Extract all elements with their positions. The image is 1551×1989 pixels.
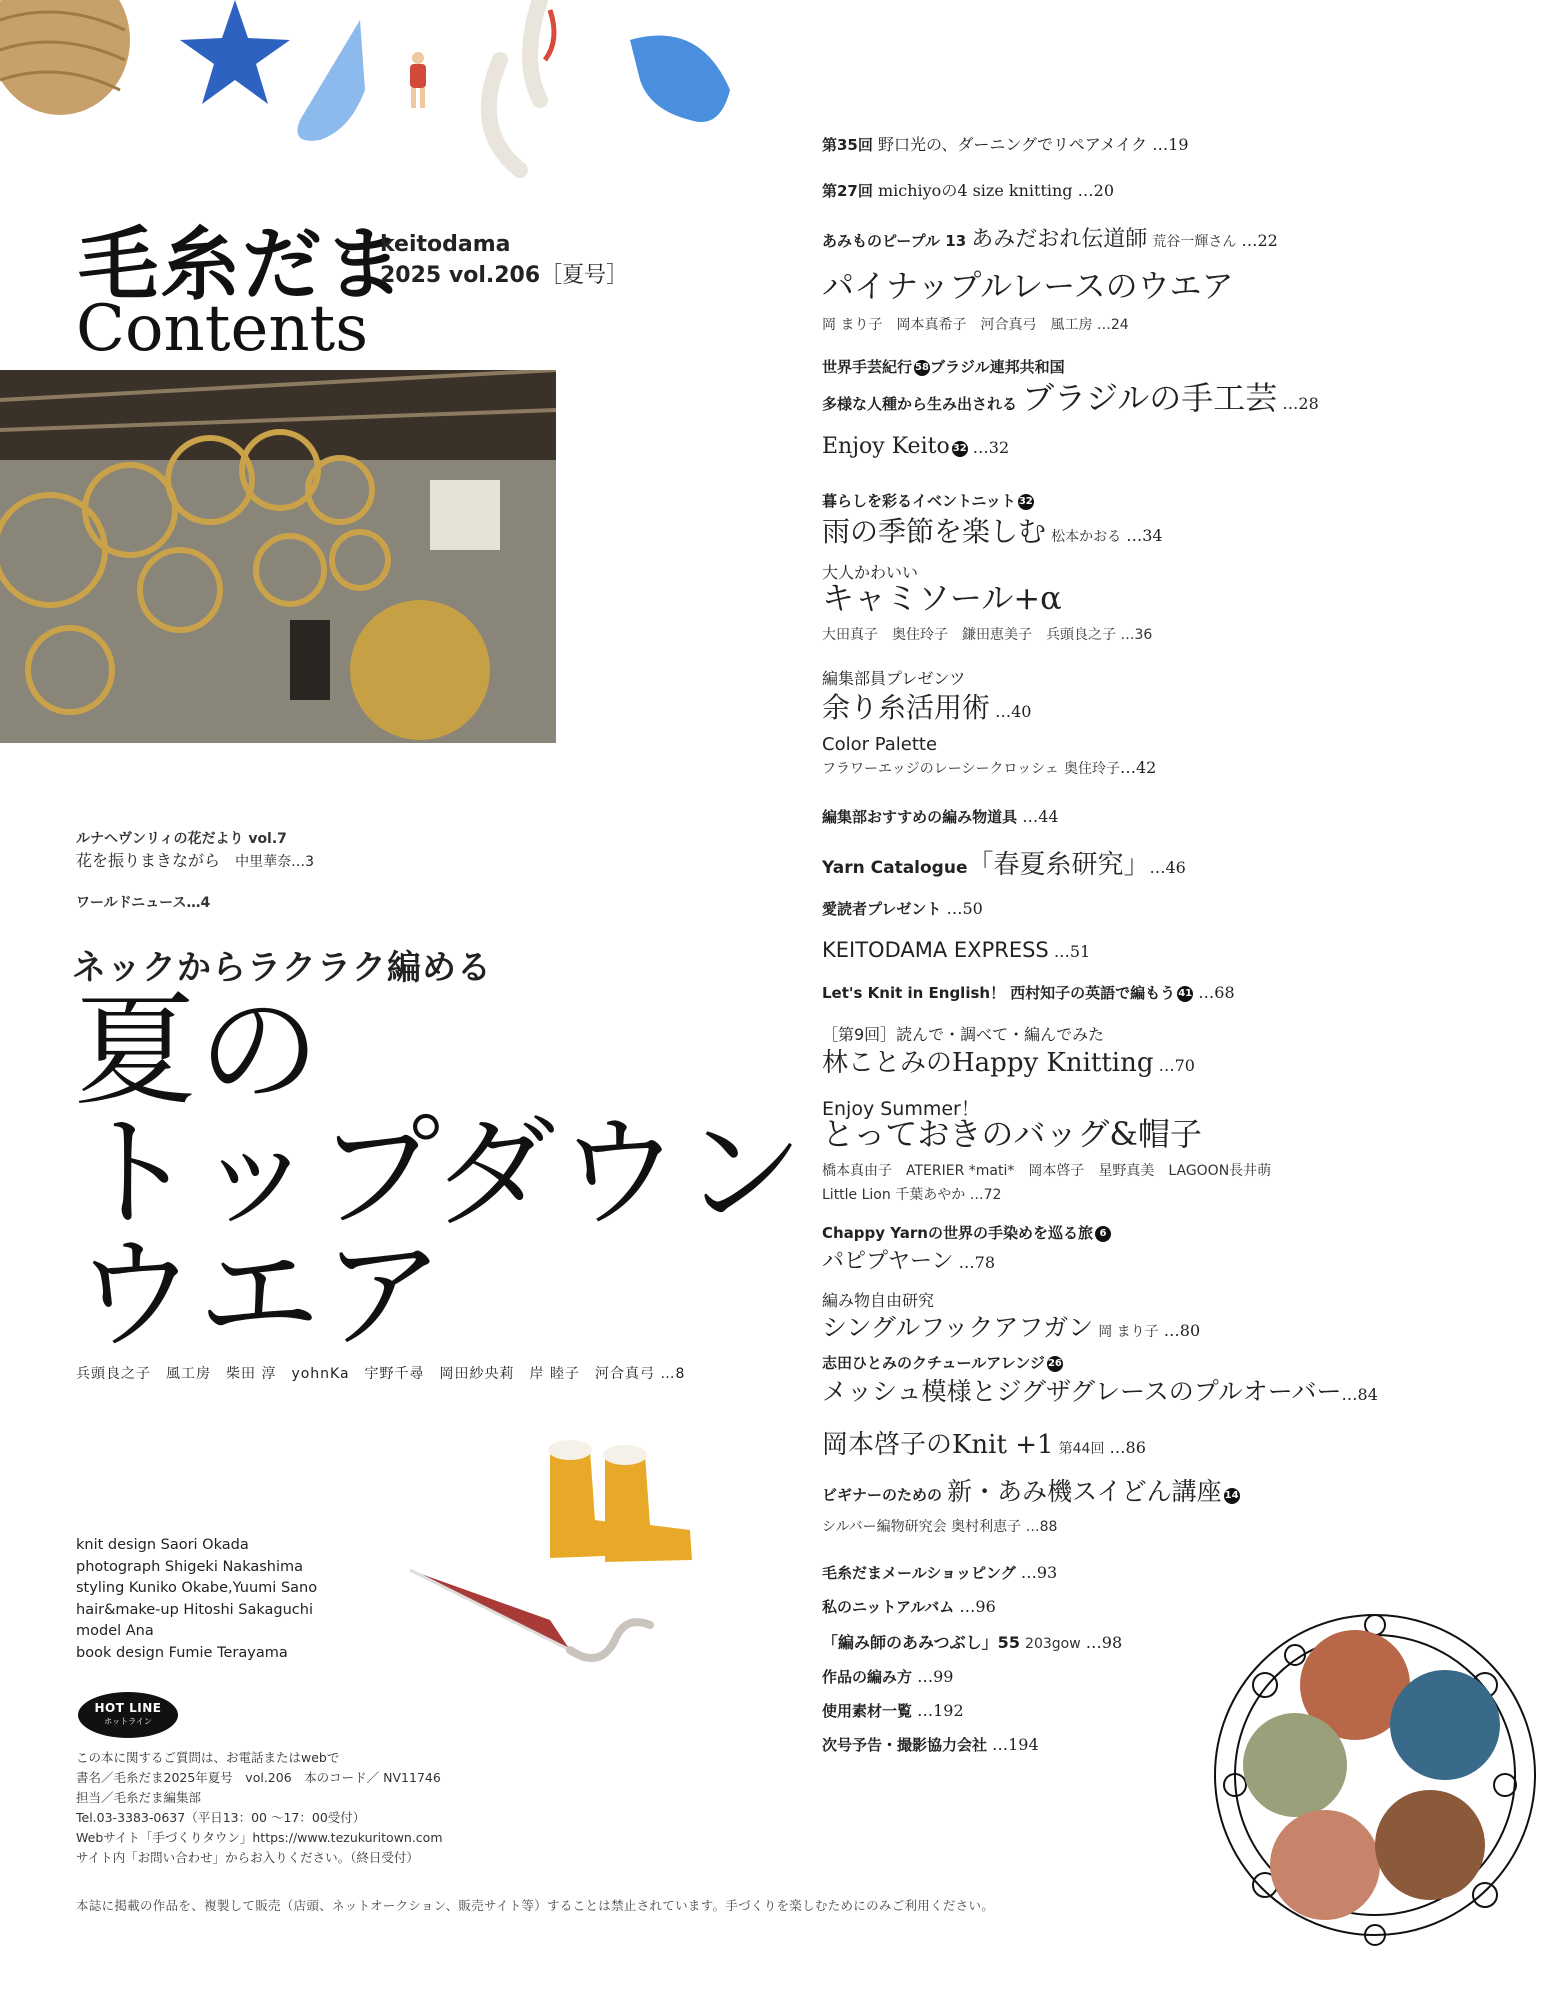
hotline-label: HOT LINE	[94, 1701, 162, 1715]
toc-entry-page: …192	[917, 1701, 964, 1720]
credit-line: model Ana	[76, 1623, 154, 1639]
toc-entry-page: …96	[959, 1597, 996, 1616]
toc-entry-label	[822, 1352, 1063, 1373]
toc-entry-author: 荒谷一輝さん	[1152, 234, 1237, 250]
toc-entry	[822, 1666, 953, 1687]
issue-number-badge: 14	[1224, 1488, 1240, 1504]
toc-entry-page: …42	[1119, 758, 1157, 777]
toc-entry-label: Enjoy Summer！	[822, 1098, 980, 1120]
toc-entry-label: 多様な人種から生み出される	[822, 395, 1018, 413]
toc-entry-page: …46	[1149, 858, 1186, 877]
issue-number-badge: 41	[1177, 986, 1193, 1002]
toc-entry-subtitle: 第44回	[1058, 1441, 1105, 1457]
toc-entry-title: 私のニットアルバム	[822, 1598, 955, 1616]
toc-entry-title: 編集部おすすめの編み物道具	[822, 808, 1018, 826]
toc-entry	[822, 222, 1278, 253]
toc-entry-label: あみものピープル 13	[822, 232, 967, 250]
shell-icon	[298, 20, 366, 141]
toc-entry	[822, 380, 1319, 416]
toc-entry-page: …51	[1053, 942, 1091, 961]
toc-entry-title: Color Palette	[822, 734, 938, 755]
toc-entry	[822, 1042, 1195, 1079]
toc-entry-label: 大人かわいい	[822, 563, 919, 582]
toc-entry-page: …80	[1163, 1321, 1201, 1340]
toc-entry	[822, 806, 1059, 827]
conch-shell-icon	[630, 36, 730, 122]
toc-entry-title: あみだおれ伝道師	[971, 227, 1148, 252]
toc-entry-title: 林ことみのHappy Knitting	[822, 1048, 1154, 1078]
toc-entry-page: …194	[992, 1735, 1039, 1754]
toc-entry	[822, 1562, 1057, 1583]
figure-icon	[410, 52, 426, 108]
issue-number	[380, 258, 628, 289]
toc-entry-page: …98	[1085, 1633, 1123, 1652]
toc-entry	[822, 510, 1163, 550]
inquiry-phone: Tel.03-3383-0637（平日13：00 〜17：00受付）	[76, 1810, 366, 1825]
issue-season: ［夏号］	[540, 263, 629, 288]
toc-entry-title: 作品の編み方	[822, 1668, 913, 1686]
toc-entry-page: …93	[1020, 1563, 1058, 1582]
toc-entry-label: ［第9回］読んで・調べて・編んでみた	[822, 1025, 1105, 1044]
toc-entry-authors: 岡 まり子 岡本真希子 河合真弓 風工房 …24	[822, 317, 1129, 333]
yarn-balls-net-photo	[1205, 1565, 1545, 1985]
toc-entry-page: …32	[972, 438, 1010, 457]
inquiry-line: 書名／毛糸だま2025年夏号 vol.206 本のコード／ NV11746	[76, 1770, 441, 1785]
toc-entry-title: 「編み師のあみつぶし」55	[822, 1633, 1020, 1652]
feature-title-line-2: トップダウン	[74, 1102, 806, 1244]
toc-entry-page: …40	[995, 702, 1032, 721]
toc-entry-label: 世界手芸紀行	[822, 358, 913, 376]
toc-entry-title: 次号予告・撮影協力会社	[822, 1736, 988, 1754]
toc-entry-page: …99	[917, 1667, 954, 1686]
inquiry-line: 担当／毛糸だま編集部	[76, 1790, 202, 1805]
toc-entry-label: 編み物自由研究	[822, 1291, 935, 1310]
toc-entry-page: …28	[1282, 394, 1319, 413]
inquiry-website: Webサイト「手づくりタウン」https://www.tezukuritown.com	[76, 1830, 443, 1845]
luna-title: 花を振りまきながら	[76, 851, 221, 870]
toc-entry-label	[822, 356, 1065, 377]
toc-entry-label: ブラジル連邦共和国	[930, 358, 1065, 376]
toc-entry	[822, 1424, 1146, 1461]
toc-entry	[822, 982, 1235, 1003]
toc-entry-authors: 橋本真由子 ATERIER *mati* 岡本啓子 星野真美 LAGOON長井萌	[822, 1163, 1272, 1179]
toc-entry	[822, 178, 1114, 201]
toc-entry-title: 野口光の、ダーニングでリペアメイク	[877, 135, 1148, 154]
toc-entry-page: …78	[958, 1253, 996, 1272]
magazine-romaji: keitodama	[380, 232, 511, 257]
issue-number-badge: 32	[952, 441, 968, 457]
toc-entry-label: Yarn Catalogue	[822, 858, 968, 878]
toc-entry-title: michiyoの4 size knitting	[877, 181, 1073, 200]
toc-entry-page: …34	[1126, 526, 1163, 545]
decorative-shells-illustration	[0, 0, 760, 180]
luna-page: …3	[291, 854, 315, 870]
toc-entry-title: ブラジルの手工芸	[1022, 379, 1278, 417]
toc-entry-page: …68	[1198, 983, 1235, 1002]
toc-entry-title: Enjoy Keito	[822, 434, 950, 459]
toc-entry-title: パピプヤーン	[822, 1249, 954, 1274]
luna-entry	[76, 848, 314, 871]
credit-line: knit design Saori Okada	[76, 1537, 249, 1553]
toc-entry	[822, 938, 1090, 962]
toc-entry	[822, 758, 1156, 778]
inquiry-line: この本に関するご質問は、お電話またはwebで	[76, 1750, 340, 1765]
toc-entry-title: パイナップルレースのウエア	[822, 267, 1234, 305]
toc-entry-title: KEITODAMA EXPRESS	[822, 938, 1049, 962]
toc-entry	[822, 1472, 1240, 1508]
luna-series-label: ルナヘヴンリィの花だより vol.7	[76, 831, 287, 847]
toc-entry-title: 岡本啓子のKnit +1	[822, 1430, 1054, 1460]
toc-entry-title: とっておきのバッグ&帽子	[822, 1115, 1202, 1153]
credit-line: photograph Shigeki Nakashima	[76, 1558, 304, 1575]
toc-entry-author: 203gow	[1025, 1636, 1081, 1652]
toc-entry	[822, 434, 1009, 459]
toc-entry-authors: 大田真子 奥住玲子 鎌田恵美子 兵頭良之子 …36	[822, 627, 1153, 643]
toc-entry-title: シングルフックアフガン	[822, 1313, 1094, 1342]
toc-entry-title: 愛読者プレゼント	[822, 900, 942, 918]
toc-entry-title: 西村知子の英語で編もう	[1010, 984, 1176, 1002]
feature-title-line-1: 夏の	[74, 980, 322, 1122]
toc-entry-title: 雨の季節を楽しむ	[822, 515, 1047, 548]
toc-entry-subtitle: シルバー編物研究会 奥村利恵子 …88	[822, 1519, 1058, 1535]
toc-entry-title: キャミソール+α	[822, 579, 1062, 617]
feature-lead: ネックからラクラク編める	[72, 948, 492, 988]
feature-authors: 兵頭良之子 風工房 柴田 淳 yohnKa 宇野千尋 岡田紗央莉 岸 睦子 河合真弓 …8	[76, 1366, 686, 1382]
credit-line: styling Kuniko Okabe,Yuumi Sano	[76, 1580, 318, 1596]
inquiry-block	[76, 1748, 443, 1868]
toc-entry-label: Chappy Yarnの世界の手染めを巡る旅	[822, 1224, 1093, 1242]
toc-entry-label: Let's Knit in English！	[822, 984, 1006, 1002]
hotline-badge	[78, 1692, 178, 1738]
toc-entry-label	[822, 1222, 1111, 1243]
toc-entry-authors: Little Lion 千葉あやか …72	[822, 1187, 1002, 1203]
hotline-sub: ホットライン	[104, 1717, 152, 1726]
luna-author: 中里華奈	[235, 854, 292, 870]
toc-entry-label: 第35回	[822, 136, 873, 154]
toc-entry	[822, 1244, 995, 1275]
toc-entry-page: …20	[1077, 181, 1114, 200]
toc-entry-author: 岡 まり子	[1098, 1324, 1159, 1340]
toc-entry-label	[822, 490, 1034, 511]
brass-crafts-wall-photo	[0, 370, 556, 743]
toc-entry-page: …84	[1341, 1385, 1378, 1404]
toc-entry-page: …22	[1241, 231, 1278, 250]
toc-entry-title: 「春夏糸研究」	[967, 850, 1150, 880]
contents-heading: Contents	[76, 292, 369, 366]
toc-entry-label: ビギナーのための	[822, 1486, 943, 1504]
issue-number-badge: 26	[1047, 1356, 1063, 1372]
toc-entry-title: 毛糸だまメールショッピング	[822, 1564, 1016, 1582]
toc-entry-page: …86	[1109, 1438, 1146, 1457]
toc-entry-label: 第27回	[822, 182, 873, 200]
issue-number-badge: 6	[1095, 1226, 1111, 1242]
copyright-notice: 本誌に掲載の作品を、複製して販売（店頭、ネットオークション、販売サイト等）することは禁止されています。手づくりを楽しむためにのみご利用ください。	[76, 1898, 995, 1913]
toc-entry	[822, 1308, 1200, 1344]
coral-icon	[489, 0, 540, 170]
toc-entry-title: メッシュ模様とジグザグレースのプルオーバー	[822, 1377, 1342, 1406]
toc-entry-label: 志田ひとみのクチュールアレンジ	[822, 1354, 1045, 1372]
world-news-entry: ワールドニュース…4	[76, 895, 211, 911]
starfish-icon	[180, 0, 290, 104]
toc-entry	[822, 844, 1186, 881]
credit-line: hair&make-up Hitoshi Sakaguchi	[76, 1601, 313, 1618]
toc-entry-title: 余り糸活用術	[822, 691, 991, 724]
straw-hat-icon	[0, 0, 130, 115]
toc-entry-author: 奥住玲子	[1063, 761, 1120, 777]
toc-entry-title: 新・あみ機スイどん講座	[947, 1477, 1222, 1506]
knitted-boots-umbrella-photo	[400, 1410, 730, 1670]
toc-entry	[822, 1700, 964, 1721]
toc-entry-page: …50	[946, 899, 983, 918]
toc-entry-page: …19	[1152, 135, 1189, 154]
credit-line: book design Fumie Terayama	[76, 1644, 288, 1661]
toc-entry	[822, 686, 1031, 726]
magazine-logo: 毛糸だま	[78, 218, 406, 311]
toc-entry	[822, 1596, 996, 1617]
toc-entry	[822, 132, 1189, 155]
toc-entry	[822, 898, 983, 919]
toc-entry	[822, 1372, 1378, 1408]
toc-entry-label: 編集部員プレゼンツ	[822, 669, 966, 688]
toc-entry-page: …70	[1158, 1056, 1195, 1075]
credits-block	[76, 1535, 317, 1664]
feature-title-line-3: ウエア	[74, 1224, 446, 1366]
issue-number-badge: 58	[914, 360, 930, 376]
issue-volume: 2025 vol.206	[380, 263, 541, 288]
coral-accent-icon	[545, 10, 554, 60]
toc-entry-subtitle: フラワーエッジのレーシークロッシェ	[822, 761, 1059, 777]
toc-entry-author: 松本かおる	[1051, 529, 1122, 545]
toc-entry-title: 使用素材一覧	[822, 1702, 913, 1720]
toc-entry	[822, 1630, 1122, 1653]
toc-entry-label: 暮らしを彩るイベントニット	[822, 492, 1016, 510]
toc-entry	[822, 1734, 1039, 1755]
issue-number-badge: 32	[1018, 494, 1034, 510]
toc-entry-page: …44	[1022, 807, 1059, 826]
inquiry-line: サイト内「お問い合わせ」からお入りください。（終日受付）	[76, 1850, 419, 1865]
